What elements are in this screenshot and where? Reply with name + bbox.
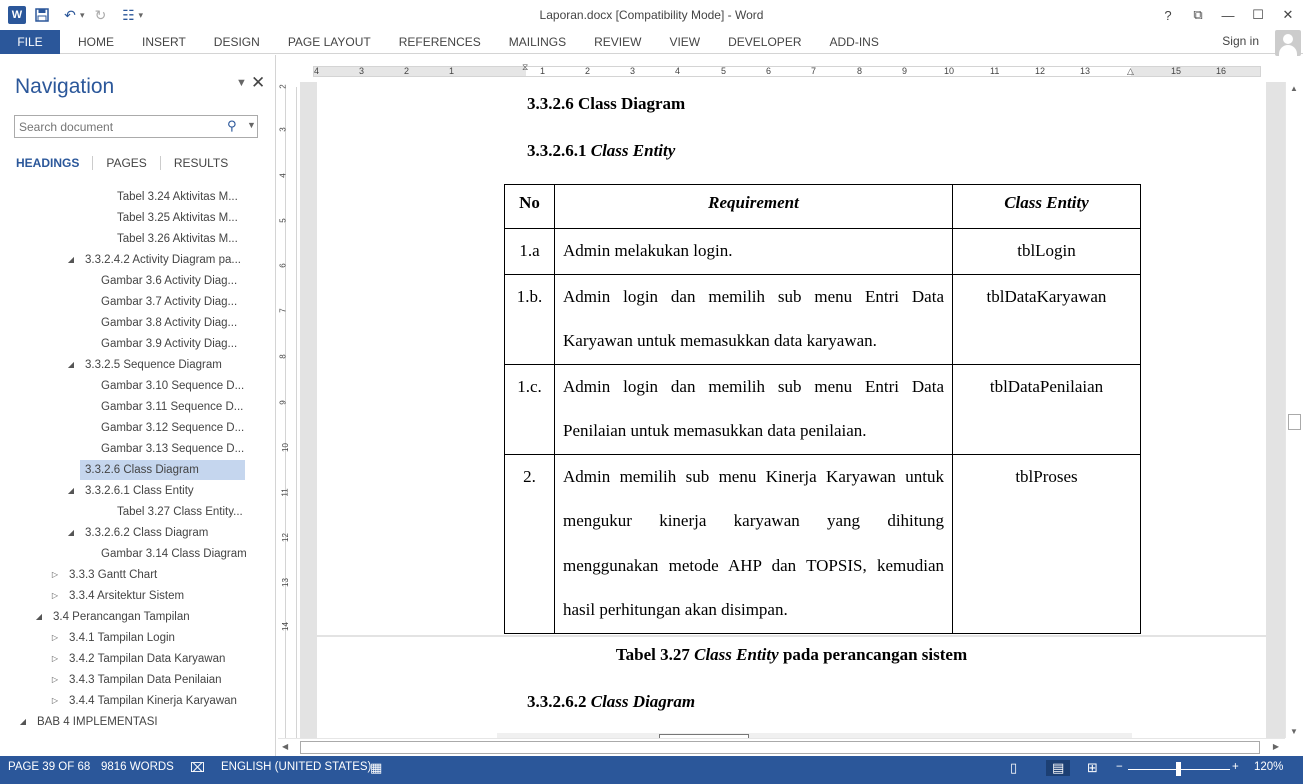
ruler-label: 1 bbox=[449, 66, 455, 76]
table-row bbox=[505, 274, 1141, 364]
sign-in-link[interactable]: Sign in bbox=[1222, 34, 1259, 48]
header-requirement bbox=[555, 185, 953, 229]
list-item[interactable]: 3.3.2.6.1 Class Entity bbox=[85, 485, 194, 497]
navigation-title: Navigation bbox=[15, 75, 115, 98]
scroll-up-icon[interactable]: ▲ bbox=[1290, 84, 1298, 93]
ruler-label: 2 bbox=[585, 66, 591, 76]
word-count[interactable]: 9816 WORDS bbox=[101, 761, 174, 773]
ruler-label: 4 bbox=[675, 66, 681, 76]
ruler-label: 3 bbox=[359, 66, 365, 76]
tab-developer[interactable]: DEVELOPER bbox=[728, 35, 802, 49]
tab-pages[interactable]: PAGES bbox=[106, 156, 160, 170]
header-class-entity bbox=[953, 185, 1141, 229]
redo-icon[interactable]: ↻ bbox=[94, 6, 107, 23]
list-item[interactable]: Gambar 3.13 Sequence D... bbox=[101, 443, 245, 455]
tab-home[interactable]: HOME bbox=[78, 35, 114, 49]
table-row bbox=[505, 454, 1141, 633]
list-item[interactable]: 3.4 Perancangan Tampilan bbox=[53, 611, 190, 623]
scroll-right-icon[interactable]: ▶ bbox=[1272, 742, 1279, 751]
collapse-toggle-icon[interactable]: ◢ bbox=[19, 717, 27, 726]
cell-entity[interactable]: tblLogin bbox=[953, 229, 1141, 275]
ruler-label: 12 bbox=[1035, 66, 1046, 76]
expand-toggle-icon[interactable]: ▷ bbox=[51, 591, 59, 600]
list-item[interactable]: 3.3.2.6.2 Class Diagram bbox=[85, 527, 209, 539]
class-entity-table[interactable] bbox=[504, 184, 1141, 634]
ruler-label: 4 bbox=[314, 66, 320, 76]
list-item[interactable]: Gambar 3.14 Class Diagram bbox=[101, 548, 247, 560]
paragraph-list-icon[interactable]: ☷ bbox=[122, 6, 135, 23]
window-title: Laporan.docx [Compatibility Mode] - Word bbox=[539, 8, 764, 22]
list-item[interactable]: Gambar 3.7 Activity Diag... bbox=[101, 296, 238, 308]
scroll-down-icon[interactable]: ▼ bbox=[1290, 727, 1298, 736]
list-item[interactable]: Tabel 3.25 Aktivitas M... bbox=[117, 212, 238, 224]
ribbon-display-button[interactable]: ⧉ bbox=[1193, 7, 1203, 22]
cell-no[interactable]: 2. bbox=[505, 454, 555, 633]
list-item[interactable]: Tabel 3.24 Aktivitas M... bbox=[117, 191, 238, 203]
cell-entity[interactable]: tblDataPenilaian bbox=[953, 364, 1141, 454]
help-button[interactable]: ? bbox=[1164, 7, 1172, 23]
collapse-toggle-icon[interactable]: ◢ bbox=[35, 612, 43, 621]
ruler-label: 9 bbox=[278, 400, 288, 405]
search-input[interactable] bbox=[15, 116, 220, 137]
document-page[interactable] bbox=[317, 637, 1266, 738]
web-layout-icon[interactable]: ⊞ bbox=[1087, 760, 1098, 775]
ribbon-tabs bbox=[64, 30, 893, 54]
ruler-label: 11 bbox=[280, 488, 290, 497]
expand-toggle-icon[interactable]: ▷ bbox=[51, 570, 59, 579]
expand-toggle-icon[interactable]: ▷ bbox=[51, 633, 59, 642]
list-item[interactable]: Gambar 3.11 Sequence D... bbox=[101, 401, 244, 413]
heading-number: 3.3.2.6.2 bbox=[527, 692, 591, 711]
caption-italic: Class Entity bbox=[694, 645, 779, 664]
ruler-label: 8 bbox=[857, 66, 863, 76]
vertical-scrollbar[interactable] bbox=[1285, 82, 1303, 738]
ruler-label: 5 bbox=[721, 66, 727, 76]
ruler-strip bbox=[285, 87, 297, 742]
ruler-label: 3 bbox=[630, 66, 636, 76]
ruler-label: 4 bbox=[278, 173, 288, 178]
document-workspace[interactable] bbox=[300, 82, 1285, 738]
cell-requirement[interactable]: Admin melakukan login. bbox=[555, 229, 953, 275]
list-item[interactable]: 3.4.2 Tampilan Data Karyawan bbox=[69, 653, 226, 665]
collapse-toggle-icon[interactable]: ◢ bbox=[67, 255, 75, 264]
ruler-label: 16 bbox=[1216, 66, 1227, 76]
ruler-label: 7 bbox=[278, 308, 288, 313]
collapse-toggle-icon[interactable]: ◢ bbox=[67, 486, 75, 495]
ruler-label: 11 bbox=[990, 66, 1000, 76]
print-layout-icon[interactable]: ▤ bbox=[1046, 760, 1070, 776]
cell-entity[interactable]: tblProses bbox=[953, 454, 1141, 633]
collapse-toggle-icon[interactable]: ◢ bbox=[67, 528, 75, 537]
ruler-label: 8 bbox=[278, 354, 288, 359]
collapse-toggle-icon[interactable]: ◢ bbox=[67, 360, 75, 369]
right-indent-marker-icon[interactable]: △ bbox=[1127, 66, 1134, 76]
status-bar bbox=[0, 756, 1303, 784]
heading-italic: Class Diagram bbox=[590, 692, 696, 711]
ruler-label: 12 bbox=[280, 533, 290, 542]
heading-number: 3.3.2.6.1 bbox=[527, 141, 591, 160]
sidebar-item-selected[interactable]: 3.3.2.6 Class Diagram bbox=[80, 460, 245, 480]
tab-review[interactable]: REVIEW bbox=[594, 35, 642, 49]
expand-toggle-icon[interactable]: ▷ bbox=[51, 675, 59, 684]
list-item[interactable]: Tabel 3.26 Aktivitas M... bbox=[117, 233, 238, 245]
ruler-label: 9 bbox=[902, 66, 908, 76]
ruler-label: 2 bbox=[404, 66, 410, 76]
caption-rest: pada perancangan sistem bbox=[778, 645, 968, 664]
tab-headings[interactable]: HEADINGS bbox=[16, 156, 93, 170]
list-item[interactable]: Gambar 3.9 Activity Diag... bbox=[101, 338, 238, 350]
tab-references[interactable]: REFERENCES bbox=[398, 35, 481, 49]
list-item[interactable]: 3.3.2.5 Sequence Diagram bbox=[85, 359, 222, 371]
header-class-entity-text: Class Entity bbox=[1004, 193, 1089, 212]
list-item[interactable]: 3.3.4 Arsitektur Sistem bbox=[69, 590, 185, 602]
title-bar bbox=[0, 0, 1303, 30]
ruler-label: 2 bbox=[278, 84, 288, 89]
caption-number: Tabel 3.27 bbox=[615, 645, 695, 664]
scroll-thumb[interactable] bbox=[1288, 414, 1301, 430]
horizontal-ruler[interactable] bbox=[301, 64, 1267, 78]
ruler-label: 5 bbox=[278, 218, 288, 223]
heading-class-diagram: 3.3.2.6 Class Diagram bbox=[527, 94, 686, 113]
heading-italic: Class Entity bbox=[590, 141, 676, 160]
cell-entity[interactable]: tblDataKaryawan bbox=[953, 274, 1141, 364]
table-row bbox=[505, 229, 1141, 275]
scroll-left-icon[interactable]: ◀ bbox=[282, 742, 289, 751]
document-page[interactable] bbox=[317, 82, 1266, 635]
horizontal-scroll-thumb[interactable] bbox=[300, 741, 1260, 754]
indent-marker-icon[interactable]: ⧖ bbox=[522, 62, 529, 72]
list-item[interactable]: 3.3.3 Gantt Chart bbox=[69, 569, 158, 581]
list-item[interactable]: 3.4.4 Tampilan Kinerja Karyawan bbox=[69, 695, 237, 707]
undo-icon[interactable]: ↶ bbox=[64, 6, 76, 23]
language-indicator[interactable]: ENGLISH (UNITED STATES) bbox=[221, 761, 372, 773]
header-requirement-text: Requirement bbox=[708, 193, 799, 212]
list-item[interactable]: Gambar 3.10 Sequence D... bbox=[101, 380, 245, 392]
list-item[interactable]: Gambar 3.8 Activity Diag... bbox=[101, 317, 238, 329]
heading-class-entity bbox=[527, 141, 675, 161]
ruler-label: 10 bbox=[944, 66, 955, 76]
list-item[interactable]: Gambar 3.12 Sequence D... bbox=[101, 422, 245, 434]
header-no: No bbox=[505, 185, 555, 229]
tab-mailings[interactable]: MAILINGS bbox=[508, 35, 567, 49]
cell-no[interactable]: 1.b. bbox=[505, 274, 555, 364]
tab-design[interactable]: DESIGN bbox=[213, 35, 260, 49]
close-button[interactable]: ✕ bbox=[1282, 7, 1294, 22]
tab-page-layout[interactable]: PAGE LAYOUT bbox=[287, 35, 371, 49]
zoom-level[interactable]: 120% bbox=[1254, 761, 1284, 773]
page-count[interactable]: PAGE 39 OF 68 bbox=[8, 761, 91, 773]
ruler-label: 3 bbox=[278, 127, 288, 132]
window-controls bbox=[1153, 0, 1303, 30]
minimize-button[interactable]: — bbox=[1221, 7, 1235, 23]
list-item[interactable]: BAB 4 IMPLEMENTASI bbox=[37, 716, 158, 728]
cell-requirement[interactable]: Admin login dan memilih sub menu Entri Data Penilaian untuk memasukkan data penilaian. bbox=[555, 364, 953, 454]
word-logo-icon: W bbox=[8, 6, 26, 24]
list-item[interactable]: Gambar 3.6 Activity Diag... bbox=[101, 275, 238, 287]
close-pane-icon[interactable]: ✕ bbox=[251, 73, 266, 92]
maximize-button[interactable]: ☐ bbox=[1252, 7, 1264, 22]
ruler-label: 6 bbox=[278, 263, 288, 268]
ruler-label: 14 bbox=[280, 622, 290, 631]
ribbon-tab-bar bbox=[0, 30, 1303, 54]
ruler-label: 7 bbox=[811, 66, 817, 76]
tab-file[interactable]: FILE bbox=[0, 30, 60, 54]
ruler-label: 10 bbox=[280, 443, 290, 452]
pane-options-icon[interactable]: ▼ bbox=[236, 77, 247, 89]
vertical-ruler[interactable] bbox=[277, 62, 299, 742]
list-item[interactable]: Tabel 3.27 Class Entity... bbox=[117, 506, 243, 518]
ruler-label: 6 bbox=[766, 66, 772, 76]
zoom-in-button[interactable]: + bbox=[1232, 761, 1239, 773]
list-item[interactable]: 3.4.1 Tampilan Login bbox=[69, 632, 175, 644]
tab-insert[interactable]: INSERT bbox=[142, 35, 186, 49]
tab-results[interactable]: RESULTS bbox=[173, 156, 229, 170]
ruler-label: 13 bbox=[280, 578, 290, 587]
tab-view[interactable]: VIEW bbox=[669, 35, 701, 49]
read-mode-icon[interactable]: ▯ bbox=[1010, 760, 1018, 775]
zoom-out-button[interactable]: − bbox=[1116, 761, 1123, 773]
macro-record-icon[interactable]: ▦ bbox=[370, 760, 383, 775]
cell-no[interactable]: 1.c. bbox=[505, 364, 555, 454]
ruler-label: 1 bbox=[540, 66, 546, 76]
search-document-box bbox=[14, 115, 258, 138]
ruler-label: 15 bbox=[1171, 66, 1182, 76]
cell-requirement[interactable]: Admin login dan memilih sub menu Entri Data Karyawan untuk memasukkan data karyawan. bbox=[555, 274, 953, 364]
proofing-icon[interactable]: ⌧ bbox=[190, 760, 205, 775]
heading-class-diagram-sub bbox=[527, 692, 695, 712]
table-header-row bbox=[505, 185, 1141, 229]
zoom-slider-thumb[interactable] bbox=[1176, 762, 1181, 776]
horizontal-scrollbar[interactable] bbox=[278, 738, 1285, 756]
list-item[interactable]: 3.4.3 Tampilan Data Penilaian bbox=[69, 674, 222, 686]
expand-toggle-icon[interactable]: ▷ bbox=[51, 696, 59, 705]
customize-qat-icon[interactable]: ▾ bbox=[138, 9, 144, 20]
table-caption bbox=[317, 645, 1266, 665]
list-item[interactable]: 3.3.2.4.2 Activity Diagram pa... bbox=[85, 254, 241, 266]
cell-requirement[interactable]: Admin memilih sub menu Kinerja Karyawan untuk mengukur kinerja karyawan yang dihitung menggunakan metode AHP dan TOPSIS, kemudian hasil perhitungan akan disimpan. bbox=[555, 454, 953, 633]
navigation-tabs bbox=[16, 156, 254, 170]
search-options-icon[interactable]: ▼ bbox=[247, 120, 256, 130]
search-icon[interactable]: ⚲ bbox=[227, 118, 237, 133]
navigation-pane bbox=[0, 55, 276, 756]
avatar[interactable] bbox=[1275, 30, 1301, 56]
undo-dropdown-icon[interactable]: ▾ bbox=[80, 9, 85, 20]
ruler-label: 13 bbox=[1080, 66, 1091, 76]
tab-add-ins[interactable]: ADD-INS bbox=[829, 35, 879, 49]
expand-toggle-icon[interactable]: ▷ bbox=[51, 654, 59, 663]
table-row bbox=[505, 364, 1141, 454]
cell-no[interactable]: 1.a bbox=[505, 229, 555, 275]
